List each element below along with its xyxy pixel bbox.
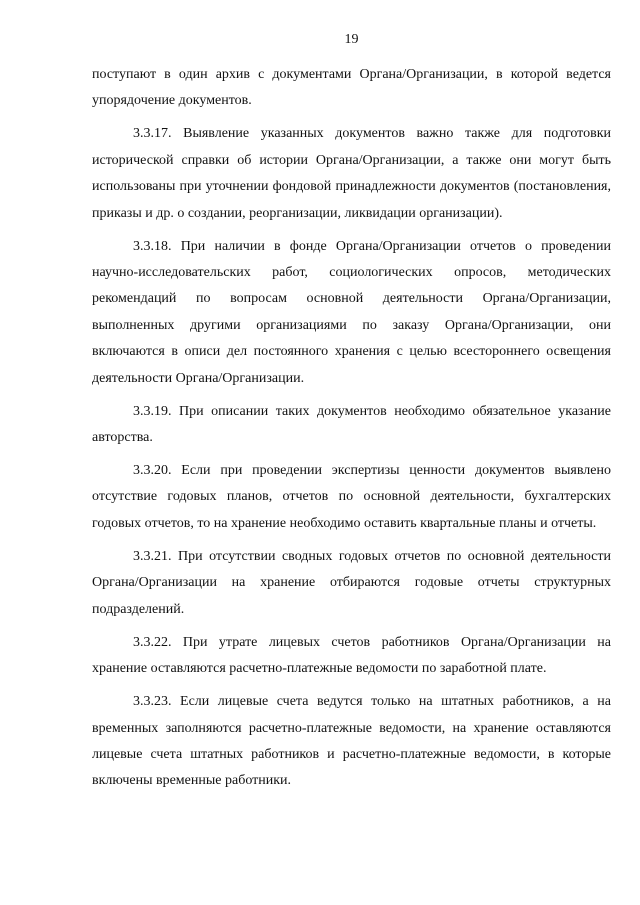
paragraph-3-3-19: 3.3.19. При описании таких документов необходимо обязательное указание авторства.	[92, 403, 611, 446]
paragraph-3-3-20: 3.3.20. Если при проведении экспертизы ценности документов выявлено отсутствие годовых планов, отчетов по основной деятельности, бухгалтерских годовых отчетов, то на хранение необходимо оставить квартальные планы и отчеты.	[92, 463, 611, 531]
document-body	[92, 62, 611, 801]
paragraph-3-3-23: 3.3.23. Если лицевые счета ведутся только на штатных работников, а на временных заполняются расчетно-платежные ведомости, на хранение оставляются лицевые счета штатных работников и расчетно-платежные ведомости, в которые включены временные работники.	[92, 694, 611, 789]
paragraph-3-3-17: 3.3.17. Выявление указанных документов важно также для подготовки исторической справки об истории Органа/Организации, а также они могут быть использованы при уточнении фондовой принадлежности документов (постановления, приказы и др. о создании, реорганизации, ликвидации организации).	[92, 126, 611, 221]
paragraph-3-3-21: 3.3.21. При отсутствии сводных годовых отчетов по основной деятельности Органа/Организации на хранение отбираются годовые отчеты структурных подразделений.	[92, 548, 611, 617]
page-number: 19	[344, 32, 359, 47]
paragraph-continuation: поступают в один архив с документами Органа/Организации, в которой ведется упорядочение документов.	[92, 67, 611, 109]
paragraph-3-3-22: 3.3.22. При утрате лицевых счетов работников Органа/Организации на хранение оставляются расчетно-платежные ведомости по заработной плате.	[92, 634, 611, 677]
paragraph-3-3-18: 3.3.18. При наличии в фонде Органа/Организации отчетов о проведении научно-исследовательских работ, социологических опросов, методических рекомендаций по вопросам основной деятельности Органа/Организации, выполненных другими организациями по заказу Органа/Организации, они включаются в описи дел постоянного хранения с целью всестороннего освещения деятельности Органа/Организации.	[92, 238, 611, 386]
